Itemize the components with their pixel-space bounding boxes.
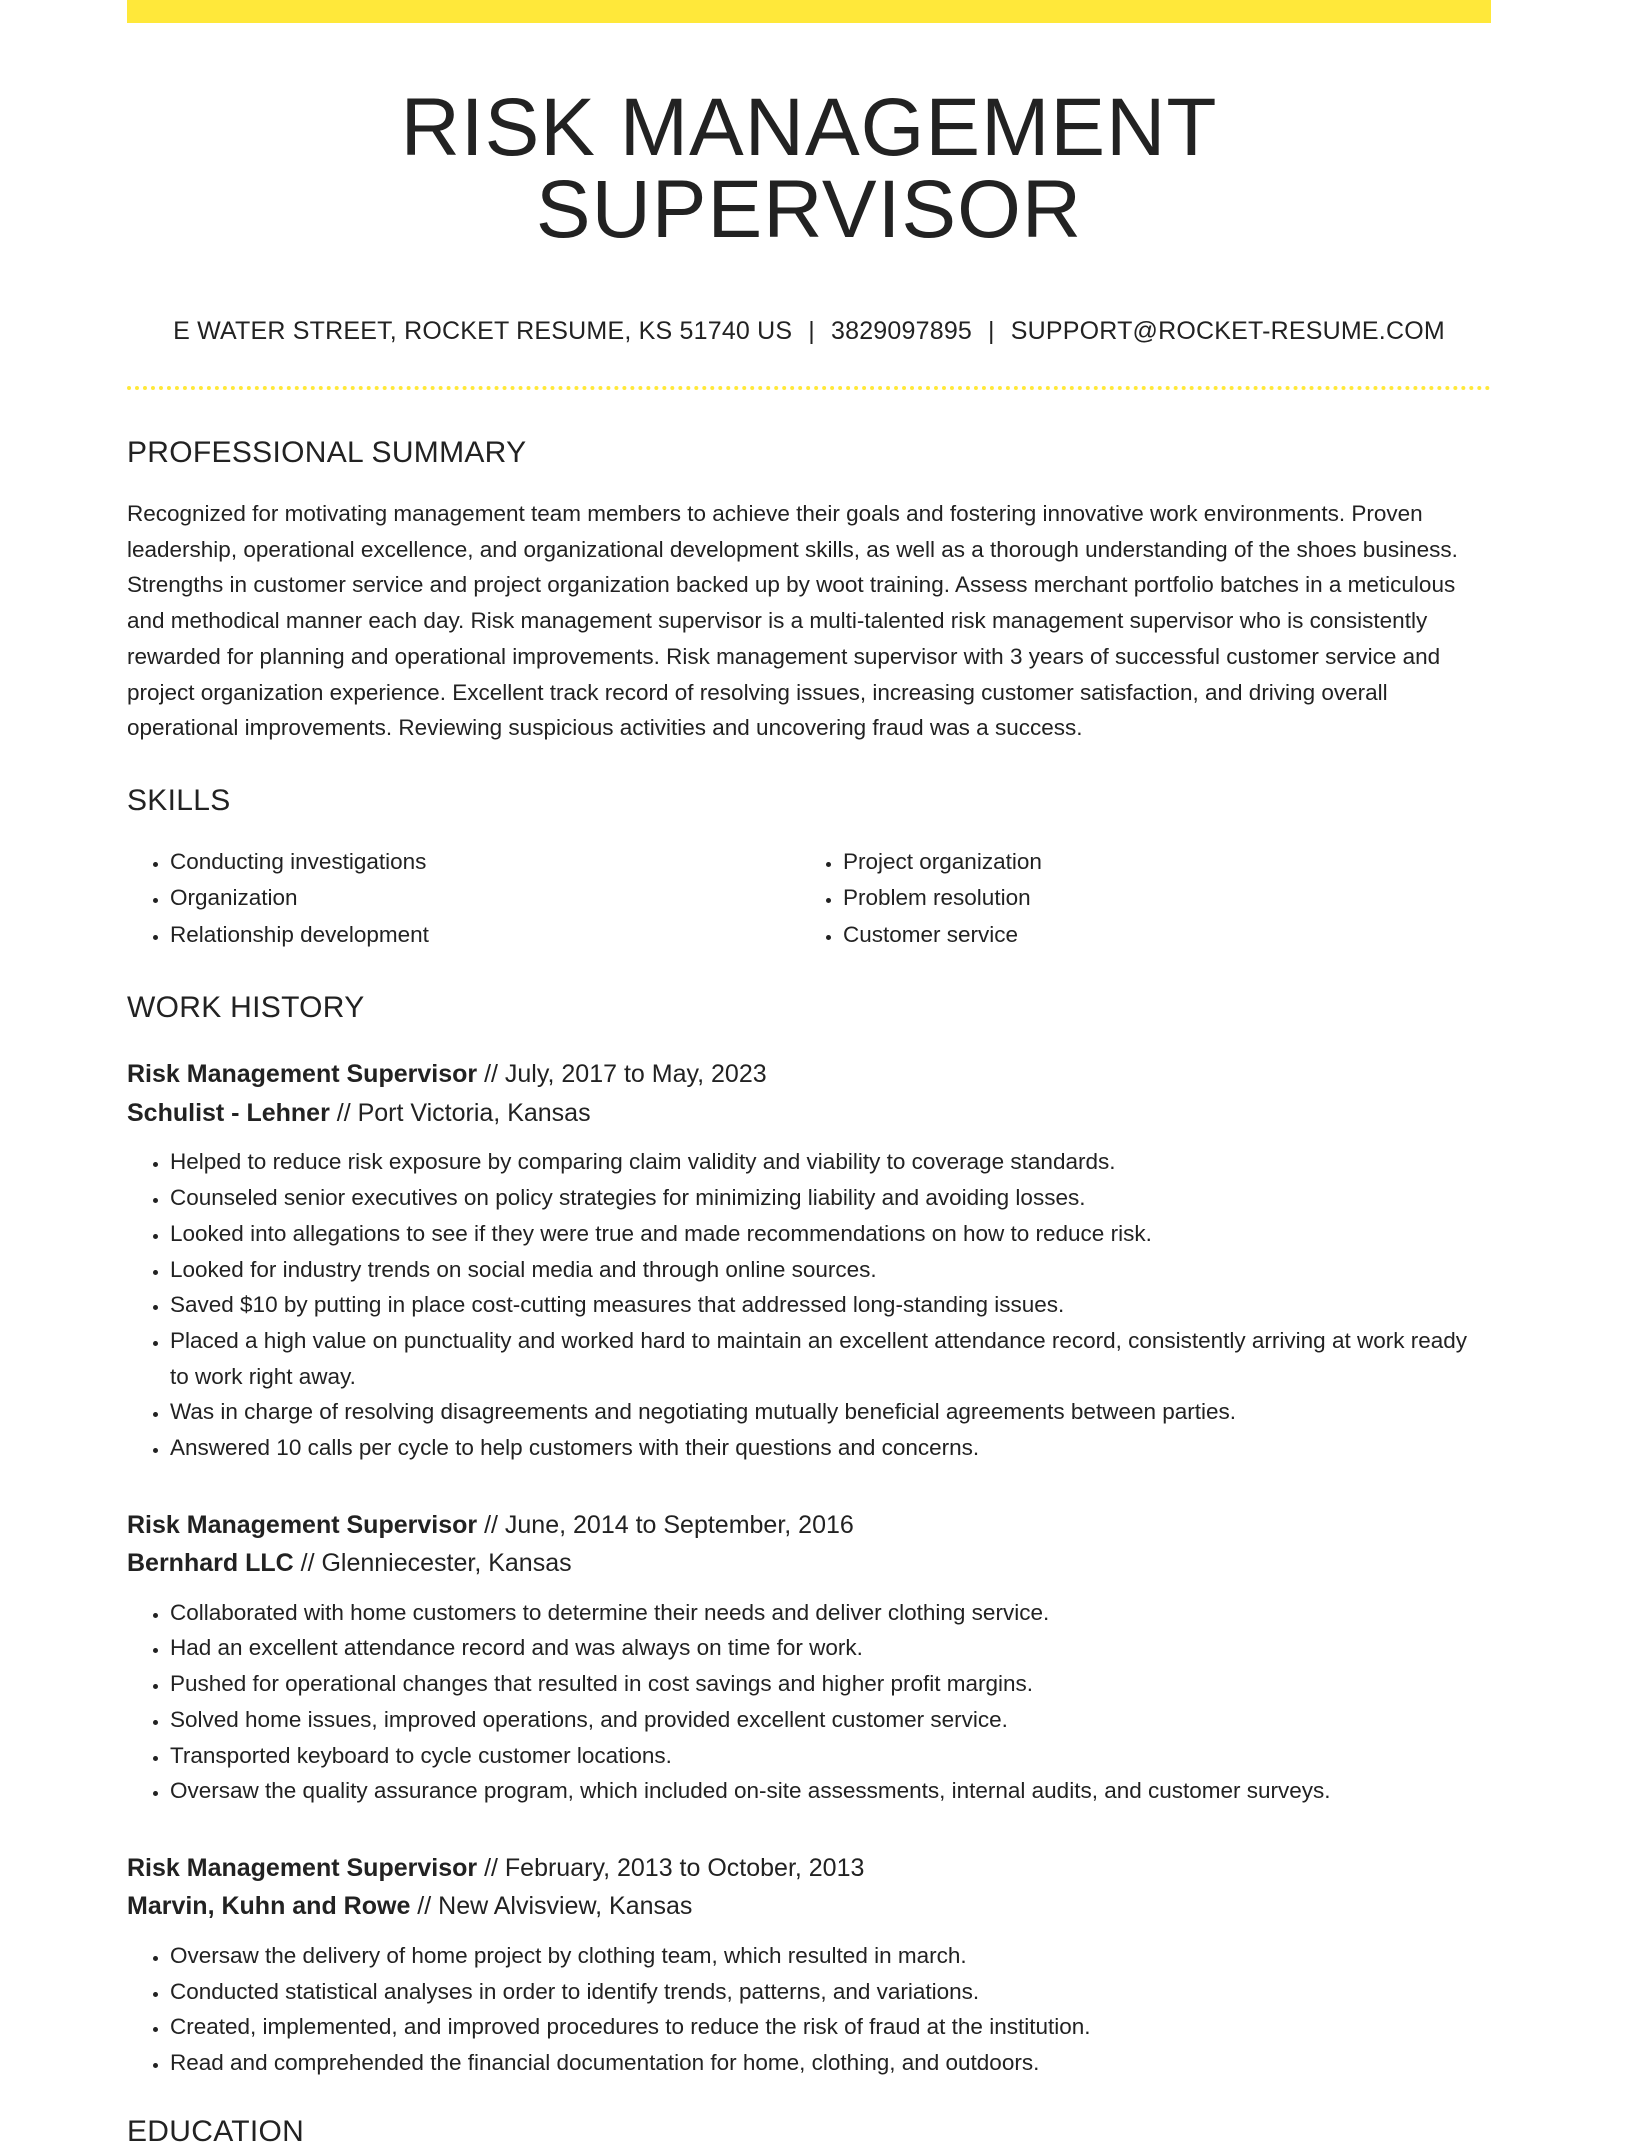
skills-list xyxy=(127,844,1491,954)
job-bullets xyxy=(127,1144,1491,1465)
education-heading: EDUCATION xyxy=(127,2114,305,2148)
job-bullet: • Was in charge of resolving disagreements and negotiating mutually beneficial agreements between parties. xyxy=(170,1394,1491,1430)
job-bullet: • Solved home issues, improved operations, and provided excellent customer service. xyxy=(170,1702,1491,1738)
skill-item: • Relationship development xyxy=(170,917,800,954)
job-bullet: • Answered 10 calls per cycle to help customers with their questions and concerns. xyxy=(170,1430,1491,1466)
job-bullet: • Saved $10 by putting in place cost-cutting measures that addressed long-standing issues. xyxy=(170,1287,1491,1323)
job-role: Risk Management Supervisor xyxy=(127,1060,478,1089)
job-bullet: • Read and comprehended the financial documentation for home, clothing, and outdoors. xyxy=(170,2045,1491,2081)
job-entry xyxy=(127,1055,1491,1465)
contact-phone: 3829097895 xyxy=(831,317,973,345)
skills-column-right xyxy=(800,844,1473,954)
job-location: // Glenniecester, Kansas xyxy=(293,1549,572,1578)
job-bullet: • Transported keyboard to cycle customer locations. xyxy=(170,1738,1491,1774)
job-bullet: • Oversaw the quality assurance program, which included on-site assessments, internal audits, and customer surveys. xyxy=(170,1773,1491,1809)
skills-column-left xyxy=(127,844,800,954)
job-dates: // June, 2014 to September, 2016 xyxy=(477,1510,854,1539)
job-company: Schulist - Lehner xyxy=(127,1098,330,1127)
job-company-line xyxy=(127,1094,1491,1133)
skills-heading: SKILLS xyxy=(127,783,231,817)
job-bullet: • Oversaw the delivery of home project by clothing team, which resulted in march. xyxy=(170,1938,1491,1974)
job-title-line xyxy=(127,1849,1491,1888)
job-bullet: • Placed a high value on punctuality and worked hard to maintain an excellent attendance record, consistently arriving at work ready to work right away. xyxy=(170,1323,1491,1394)
job-role: Risk Management Supervisor xyxy=(127,1853,478,1882)
job-title-line xyxy=(127,1506,1491,1545)
job-role: Risk Management Supervisor xyxy=(127,1510,478,1539)
job-bullet: • Looked for industry trends on social media and through online sources. xyxy=(170,1252,1491,1288)
summary-heading: PROFESSIONAL SUMMARY xyxy=(127,436,527,469)
skill-item: • Project organization xyxy=(843,844,1473,881)
job-entry xyxy=(127,1849,1491,2081)
contact-address: E WATER STREET, ROCKET RESUME, KS 51740 US xyxy=(173,317,793,345)
skill-item: • Problem resolution xyxy=(843,880,1473,917)
skill-item: • Customer service xyxy=(843,917,1473,954)
work-history-heading: WORK HISTORY xyxy=(127,991,365,1025)
contact-separator: | xyxy=(988,317,995,345)
accent-bar xyxy=(127,0,1491,23)
job-title-line xyxy=(127,1055,1491,1094)
job-bullet: • Counseled senior executives on policy strategies for minimizing liability and avoiding losses. xyxy=(170,1180,1491,1216)
skill-item: • Organization xyxy=(170,880,800,917)
resume-page xyxy=(127,0,1491,2149)
resume-name: RISK MANAGEMENT SUPERVISOR xyxy=(400,82,1218,255)
header-divider xyxy=(127,386,1491,390)
job-bullet: • Pushed for operational changes that resulted in cost savings and higher profit margins. xyxy=(170,1666,1491,1702)
job-bullet: • Had an excellent attendance record and was always on time for work. xyxy=(170,1630,1491,1666)
job-bullets xyxy=(127,1595,1491,1809)
job-bullet: • Helped to reduce risk exposure by comparing claim validity and viability to coverage standards. xyxy=(170,1144,1491,1180)
job-entry xyxy=(127,1506,1491,1809)
job-location: // Port Victoria, Kansas xyxy=(329,1098,591,1127)
summary-text: Recognized for motivating management team members to achieve their goals and fostering innovative work environments. Proven leadership, operational excellence, and organizational development skills, as well as a thorough understanding of the shoes business. Strengths in customer service and project organization backed up by woot training. Assess merchant portfolio batches in a meticulous and methodical manner each day. Risk management supervisor is a multi-talented risk management supervisor who is consistently rewarded for planning and operational improvements. Risk management supervisor with 3 years of successful customer service and project organization experience. Excellent track record of resolving issues, increasing customer satisfaction, and driving overall operational improvements. Reviewing suspicious activities and uncovering fraud was a success. xyxy=(127,501,1458,741)
job-company: Bernhard LLC xyxy=(127,1549,294,1578)
contact-email[interactable]: SUPPORT@ROCKET-RESUME.COM xyxy=(1010,317,1445,345)
job-company-line xyxy=(127,1544,1491,1583)
job-company: Marvin, Kuhn and Rowe xyxy=(127,1892,411,1921)
job-bullet: • Collaborated with home customers to determine their needs and deliver clothing service. xyxy=(170,1595,1491,1631)
contact-line xyxy=(127,317,1491,346)
job-bullet: • Conducted statistical analyses in order to identify trends, patterns, and variations. xyxy=(170,1974,1491,2010)
job-company-line xyxy=(127,1887,1491,1926)
skill-item: • Conducting investigations xyxy=(170,844,800,881)
job-location: // New Alvisview, Kansas xyxy=(410,1892,693,1921)
job-bullets xyxy=(127,1938,1491,2081)
job-dates: // February, 2013 to October, 2013 xyxy=(477,1853,865,1882)
contact-separator: | xyxy=(808,317,815,345)
job-dates: // July, 2017 to May, 2023 xyxy=(477,1060,767,1089)
job-bullet: • Looked into allegations to see if they were true and made recommendations on how to reduce risk. xyxy=(170,1216,1491,1252)
job-bullet: • Created, implemented, and improved procedures to reduce the risk of fraud at the institution. xyxy=(170,2009,1491,2045)
